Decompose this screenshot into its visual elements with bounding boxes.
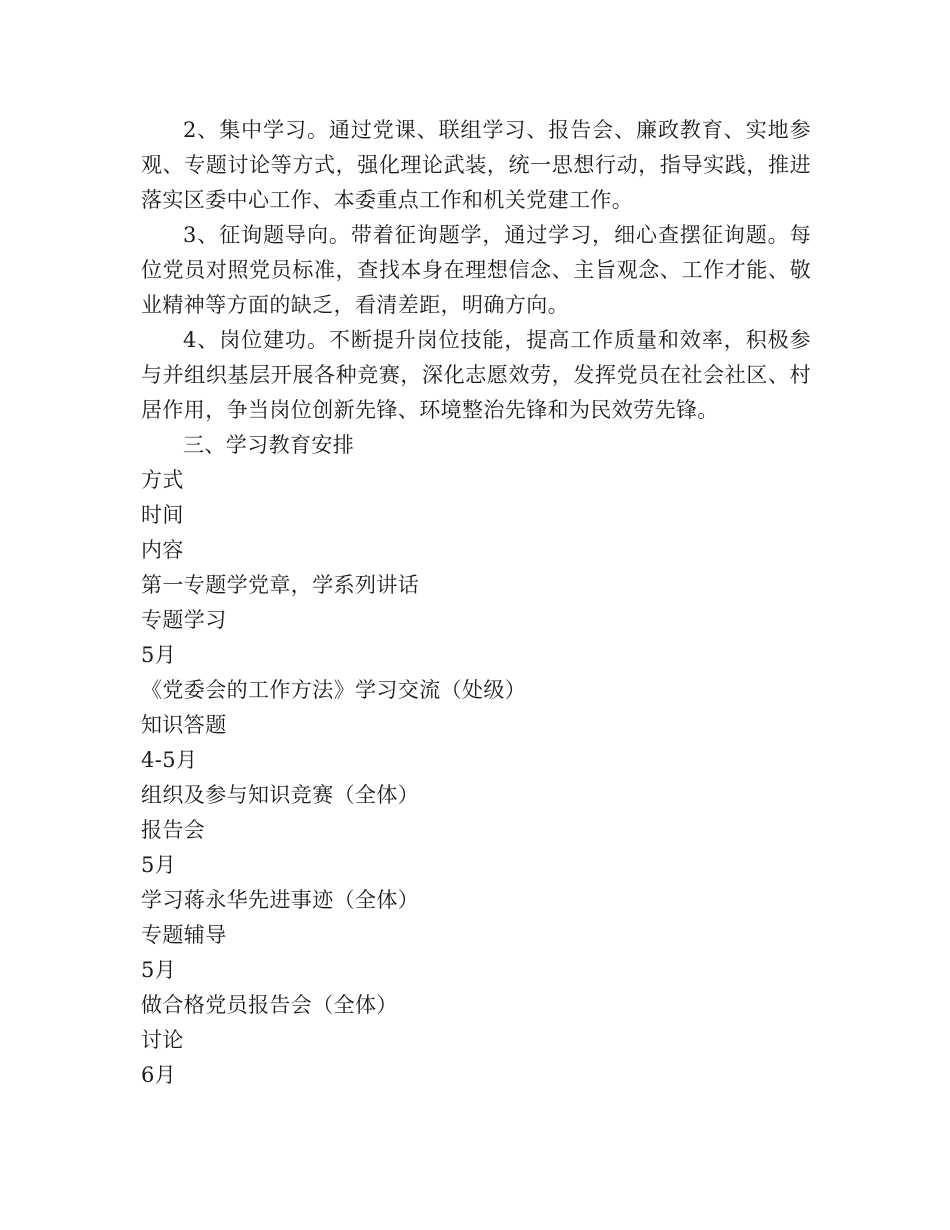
table-cell-method: 报告会 [141,818,206,842]
table-topic-title: 第一专题学党章，学系列讲话 [141,573,420,597]
document-body [141,113,811,1093]
table-cell-method: 讨论 [141,1028,184,1052]
section-heading: 三、学习教育安排 [183,433,355,457]
table-header-content: 内容 [141,538,184,562]
table-cell-content: 组织及参与知识竞赛（全体） [141,783,420,807]
paragraph-post-achievement: 4、岗位建功。不断提升岗位技能，提高工作质量和效率，积极参与并组织基层开展各种竞赛，深化志愿效劳，发挥党员在社会社区、村居作用，争当岗位创新先锋、环境整治先锋和为民效劳先锋。 [141,328,811,422]
paragraph-centralized-study: 2、集中学习。通过党课、联组学习、报告会、廉政教育、实地参观、专题讨论等方式，强化理论武装，统一思想行动，指导实践，推进落实区委中心工作、本委重点工作和机关党建工作。 [141,118,811,212]
table-cell-time: 5月 [141,643,177,667]
table-cell-content: 做合格党员报告会（全体） [141,993,398,1017]
paragraph-problem-oriented: 3、征询题导向。带着征询题学，通过学习，细心查摆征询题。每位党员对照党员标准，查找本身在理想信念、主旨观念、工作才能、敬业精神等方面的缺乏，看清差距，明确方向。 [141,223,811,317]
table-cell-time: 5月 [141,958,177,982]
table-header-time: 时间 [141,503,184,527]
table-cell-time: 6月 [141,1063,177,1087]
table-cell-time: 4-5月 [141,748,198,772]
table-cell-content: 学习蒋永华先进事迹（全体） [141,888,420,912]
table-cell-method: 专题辅导 [141,923,227,947]
table-cell-method: 专题学习 [141,608,227,632]
table-header-method: 方式 [141,468,184,492]
table-cell-time: 5月 [141,853,177,877]
table-cell-content: 《党委会的工作方法》学习交流（处级） [141,678,527,702]
table-cell-method: 知识答题 [141,713,227,737]
